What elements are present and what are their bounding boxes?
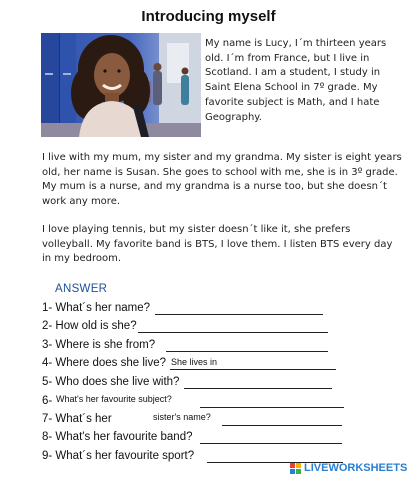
question-9: 9- What´s her favourite sport? xyxy=(42,450,195,462)
answer-text-6[interactable]: What's her favourite subject? xyxy=(56,394,172,404)
paragraph-intro: My name is Lucy, I´m thirteen years old. I´m from France, but I live in Scotland. I am a student, I study in Saint Elena School in 7º grade. My favorite subject is Math, and I hate Geography. xyxy=(205,38,387,123)
question-5: 5- Who does she live with? xyxy=(42,376,180,388)
answer-line-7[interactable] xyxy=(222,425,342,426)
answer-line-3[interactable] xyxy=(166,351,328,352)
answer-line-1[interactable] xyxy=(155,314,323,315)
answer-line-8[interactable] xyxy=(200,443,342,444)
question-7: 7- What´s her xyxy=(42,413,112,425)
question-6: 6- xyxy=(42,395,53,407)
question-4: 4- Where does she live? xyxy=(42,357,167,369)
brand-name: LIVEWORKSHEETS xyxy=(304,462,408,474)
paragraph-hobbies: I love playing tennis, but my sister doesn´t like it, she prefers volleyball. My favorite band is BTS, I love them. I listen BTS every day in my bedroom. xyxy=(42,224,393,265)
paragraph-family: I live with my mum, my sister and my grandma. My sister is eight years old, her name is Susan. She goes to school with me, she is in 3º grade. My mum is a nurse, and my grandma is a nurse too, but she doesn´t work any more. xyxy=(42,152,402,208)
answer-line-2[interactable] xyxy=(138,332,328,333)
question-1: 1- What´s her name? xyxy=(42,302,151,314)
answer-text-4[interactable]: She lives in xyxy=(171,357,218,367)
question-2: 2- How old is she? xyxy=(42,320,137,332)
answer-heading: ANSWER xyxy=(55,283,108,295)
student-photo-image xyxy=(41,33,201,137)
answer-line-6[interactable] xyxy=(200,407,344,408)
worksheet-title: Introducing myself xyxy=(141,8,276,25)
liveworksheets-logo-icon xyxy=(290,463,301,474)
question-3: 3- Where is she from? xyxy=(42,339,156,351)
answer-line-4[interactable] xyxy=(170,369,336,370)
liveworksheets-brand xyxy=(290,462,407,474)
answer-text-7[interactable]: sister's name? xyxy=(153,412,211,422)
question-8: 8- What's her favourite band? xyxy=(42,431,193,443)
answer-line-5[interactable] xyxy=(184,388,332,389)
student-photo xyxy=(41,33,201,137)
